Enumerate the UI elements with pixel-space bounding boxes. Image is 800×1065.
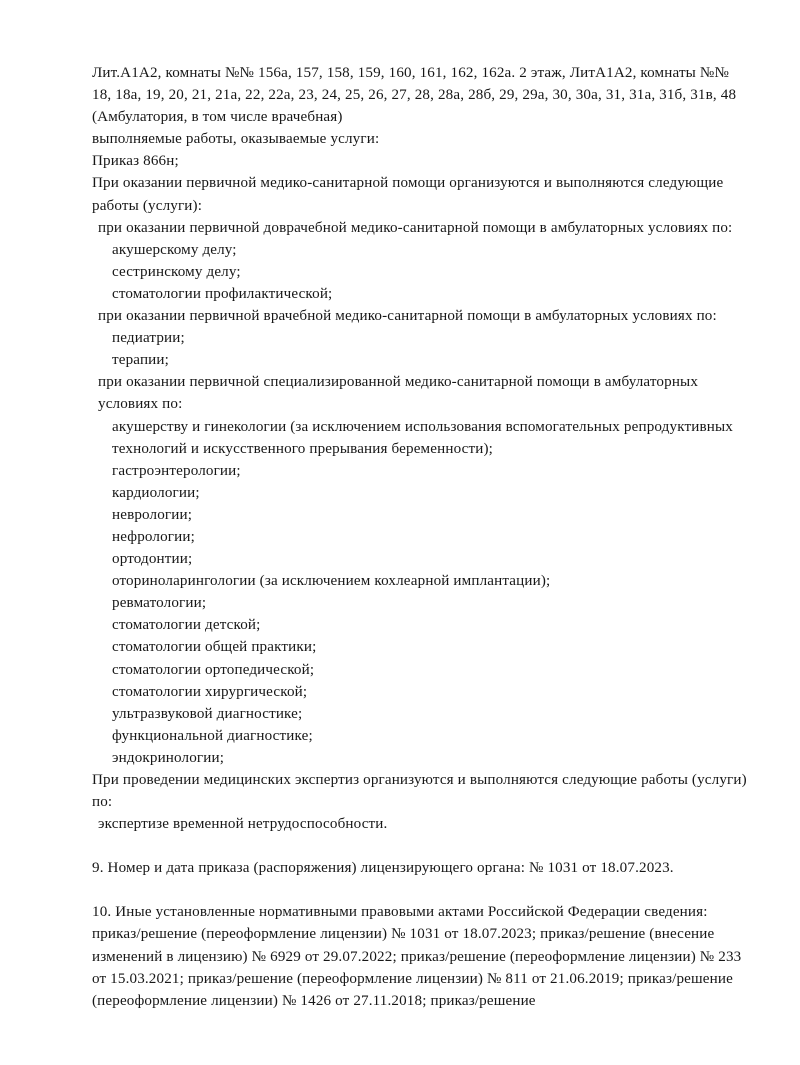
- item-ultrasound-diagnostics: ультразвуковой диагностике;: [112, 705, 303, 722]
- item-obstetrics-nursing: акушерскому делу;: [112, 241, 237, 258]
- document-text-body: [92, 62, 751, 1012]
- item-surgical-dentistry: стоматологии хирургической;: [112, 683, 308, 700]
- predoctor-outpatient-heading: при оказании первичной доврачебной медико-санитарной помощи в амбулаторных условиях по:: [98, 219, 733, 236]
- item-gastroenterology: гастроэнтерологии;: [112, 462, 241, 479]
- item-orthodontics: ортодонтии;: [112, 551, 193, 568]
- address-block: Лит.А1А2, комнаты №№ 156а, 157, 158, 159, 160, 161, 162, 162а. 2 этаж, ЛитА1А2, комнаты №№ 18, 18а, 19, 20, 21, 21а, 22, 22а, 23, 24, 25, 26, 27, 28, 28а, 28б, 29, 29а, 30, 30а, 31, 31а, 31б, 31в, 48 (Амбулатория, в том числе врачебная): [92, 65, 741, 126]
- item-nephrology: нефрологии;: [112, 528, 195, 545]
- item-neurology: неврологии;: [112, 506, 193, 523]
- doctor-outpatient-heading: при оказании первичной врачебной медико-санитарной помощи в амбулаторных условиях по:: [98, 308, 717, 325]
- item-general-dentistry: стоматологии общей практики;: [112, 639, 317, 656]
- clause-9-order-number-date: 9. Номер и дата приказа (распоряжения) лицензирующего органа: № 1031 от 18.07.2023.: [92, 860, 674, 877]
- item-preventive-dentistry: стоматологии профилактической;: [112, 285, 333, 302]
- item-cardiology: кардиологии;: [112, 484, 200, 501]
- item-pediatric-dentistry: стоматологии детской;: [112, 617, 261, 634]
- item-orthopedic-dentistry: стоматологии ортопедической;: [112, 661, 315, 678]
- item-temporary-disability-expertise: экспертизе временной нетрудоспособности.: [98, 816, 388, 833]
- works-services-header: выполняемые работы, оказываемые услуги:: [92, 131, 380, 148]
- item-rheumatology: ревматологии;: [112, 595, 207, 612]
- document-blocks: [92, 62, 751, 1012]
- order-866n: Приказ 866н;: [92, 153, 179, 170]
- item-pediatrics: педиатрии;: [112, 330, 185, 347]
- paragraph-spacer: [92, 879, 747, 901]
- specialized-outpatient-heading: при оказании первичной специализированной медико-санитарной помощи в амбулаторных условиях по:: [98, 374, 702, 413]
- item-therapy: терапии;: [112, 352, 169, 369]
- item-functional-diagnostics: функциональной диагностике;: [112, 727, 313, 744]
- primary-care-intro: При оказании первичной медико-санитарной помощи организуются и выполняются следующие работы (услуги):: [92, 175, 728, 214]
- paragraph-spacer: [92, 835, 747, 857]
- item-obstetrics-gynecology: акушерству и гинекологии (за исключением использования вспомогательных репродуктивных технологий и искусственного прерывания беременности);: [112, 418, 737, 457]
- item-nursing: сестринскому делу;: [112, 263, 241, 280]
- item-endocrinology: эндокринологии;: [112, 749, 225, 766]
- item-otorhinolaryngology: оториноларингологии (за исключением кохлеарной имплантации);: [112, 573, 551, 590]
- medical-expertise-intro: При проведении медицинских экспертиз организуются и выполняются следующие работы (услуги) по:: [92, 772, 751, 811]
- clause-10-other-information: 10. Иные установленные нормативными правовыми актами Российской Федерации сведения: приказ/решение (переоформление лицензии) № 1031 от 18.07.2023; приказ/решение (внесение изменений в лицензию) № 6929 от 29.07.2022; приказ/решение (переоформление лицензии) № 233 от 15.03.2021; приказ/решение (переоформление лицензии) № 811 от 21.06.2019; приказ/решение (переоформление лицензии) № 1426 от 27.11.2018; приказ/решение: [92, 904, 746, 1009]
